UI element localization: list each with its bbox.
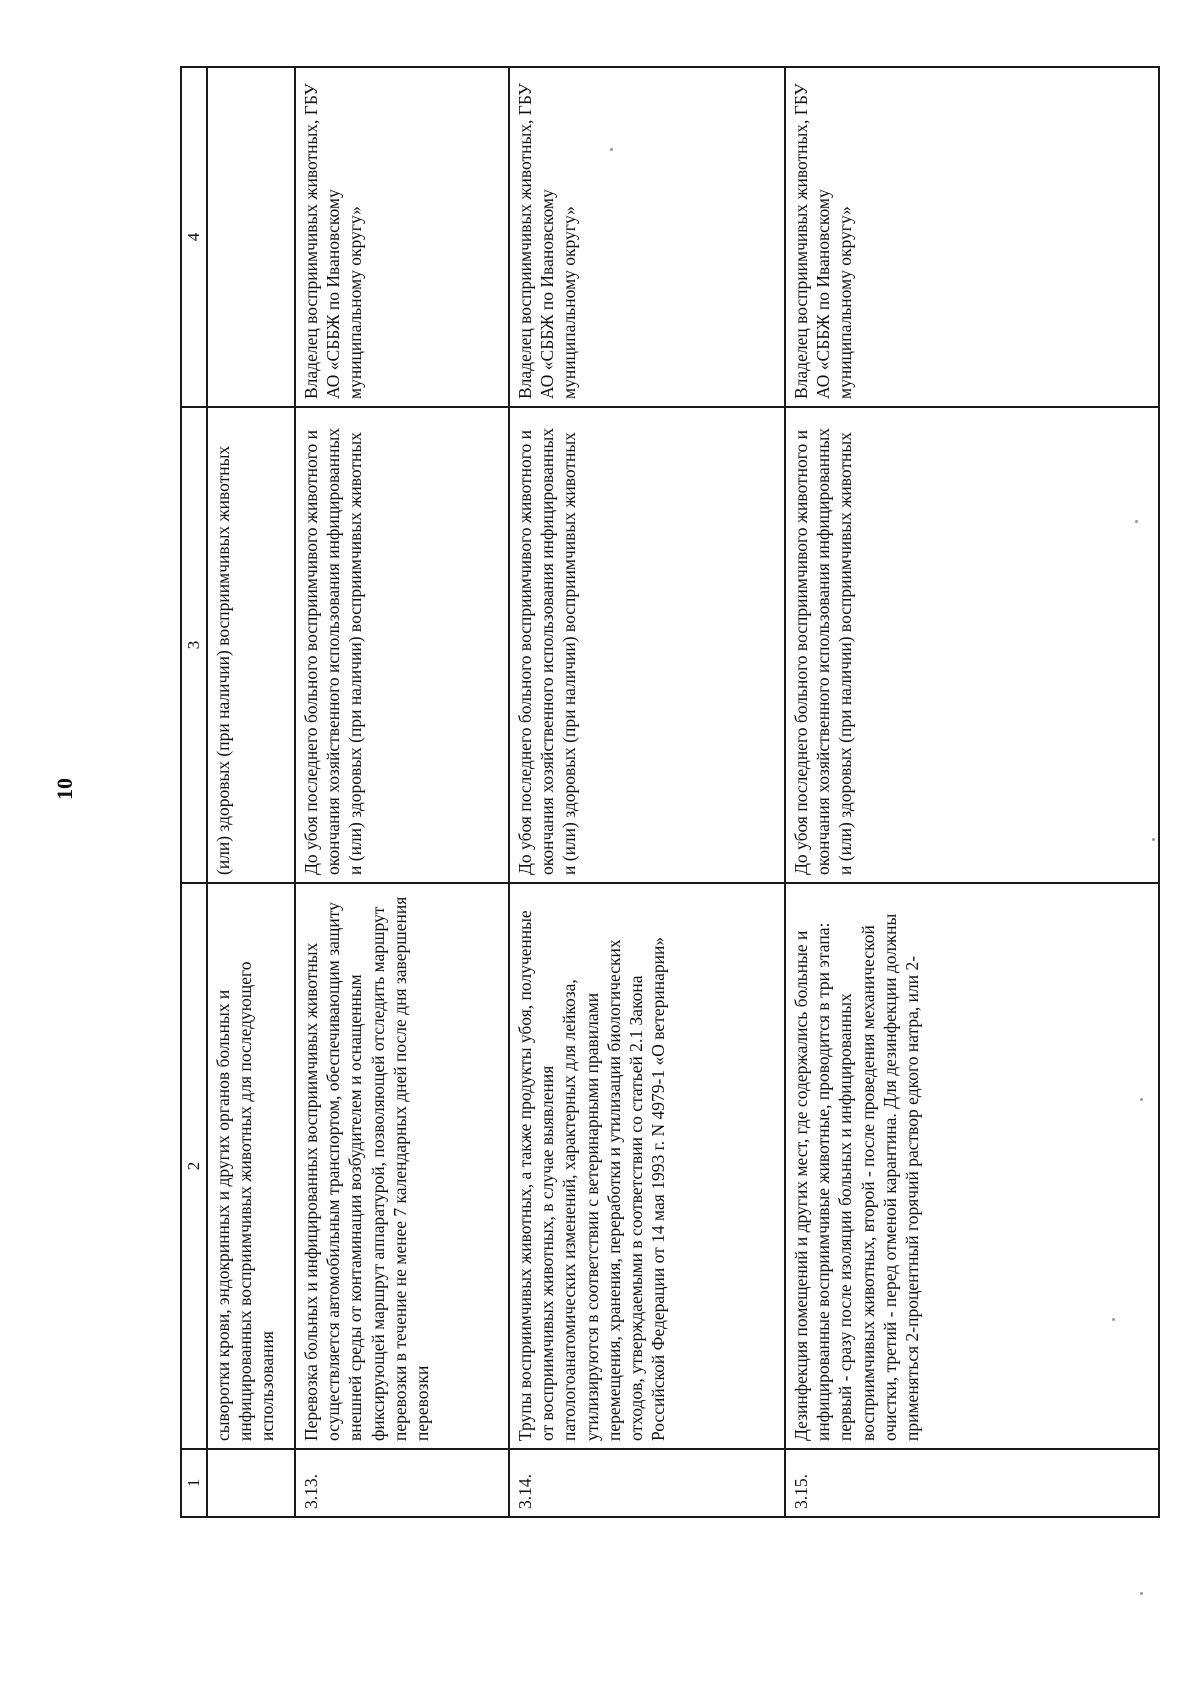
measure-text: сыворотки крови, эндокринных и других органов больных и инфицированных восприимчивых животных для последующего использования bbox=[207, 883, 295, 1449]
measures-table bbox=[180, 66, 1160, 1518]
header-col-1: 1 bbox=[181, 1449, 207, 1517]
table-row bbox=[295, 67, 509, 1517]
table-row bbox=[509, 67, 785, 1517]
responsible-text bbox=[207, 67, 295, 407]
header-col-2: 2 bbox=[181, 883, 207, 1449]
measure-text: Трупы восприимчивых животных, а также продукты убоя, полученные от восприимчивых животных, в случае выявления патологоанатомических изменений, характерных для лейкоза, утилизируются в соответствии с ветеринарными правилами перемещения, хранения, переработки и утилизации биологических отходов, утверждаемыми в соответствии со статьей 2.1 Закона Российской Федерации от 14 мая 1993 г. N 4979-1 «О ветеринарии» bbox=[509, 883, 785, 1449]
scan-speck bbox=[1140, 1592, 1143, 1595]
row-number: 3.15. bbox=[785, 1449, 1159, 1517]
deadline-text: (или) здоровых (при наличии) восприимчивых животных bbox=[207, 407, 295, 883]
header-col-4: 4 bbox=[181, 67, 207, 407]
responsible-text: Владелец восприимчивых животных, ГБУ АО «СББЖ по Ивановскому муниципальному округу» bbox=[785, 67, 1159, 407]
scan-speck bbox=[1152, 838, 1155, 841]
scan-speck bbox=[610, 148, 613, 151]
rotated-page-content bbox=[180, 68, 1160, 1518]
scan-speck bbox=[1140, 1098, 1143, 1101]
table-header-row bbox=[181, 67, 207, 1517]
deadline-text: До убоя последнего больного восприимчивого животного и окончания хозяйственного использования инфицированных и (или) здоровых (при наличии) восприимчивых животных bbox=[785, 407, 1159, 883]
header-col-3: 3 bbox=[181, 407, 207, 883]
table-row bbox=[785, 67, 1159, 1517]
row-number: 3.13. bbox=[295, 1449, 509, 1517]
page-number: 10 bbox=[52, 778, 77, 800]
row-number: 3.14. bbox=[509, 1449, 785, 1517]
measure-text: Перевозка больных и инфицированных восприимчивых животных осуществляется автомобильным транспортом, обеспечивающим защиту внешней среды от контаминации возбудителем и оснащенным фиксирующей маршрут аппаратурой, позволяющей отследить маршрут перевозки в течение не менее 7 календарных дней после дня завершения перевозки bbox=[295, 883, 509, 1449]
deadline-text: До убоя последнего больного восприимчивого животного и окончания хозяйственного использования инфицированных и (или) здоровых (при наличии) восприимчивых животных bbox=[509, 407, 785, 883]
scan-speck bbox=[1135, 520, 1138, 523]
responsible-text: Владелец восприимчивых животных, ГБУ АО «СББЖ по Ивановскому муниципальному округу» bbox=[509, 67, 785, 407]
measure-text: Дезинфекция помещений и других мест, где содержались больные и инфицированные восприимчивые животные, проводится в три этапа: первый - сразу после изоляции больных и инфицированных восприимчивых животных, второй - после проведения механической очистки, третий - перед отменой карантина. Для дезинфекции должны применяться 2-процентный горячий раствор едкого натра, или 2- bbox=[785, 883, 1159, 1449]
scan-speck bbox=[1112, 1318, 1115, 1321]
row-number bbox=[207, 1449, 295, 1517]
deadline-text: До убоя последнего больного восприимчивого животного и окончания хозяйственного использования инфицированных и (или) здоровых (при наличии) восприимчивых животных bbox=[295, 407, 509, 883]
responsible-text: Владелец восприимчивых животных, ГБУ АО «СББЖ по Ивановскому муниципальному округу» bbox=[295, 67, 509, 407]
table-row bbox=[207, 67, 295, 1517]
